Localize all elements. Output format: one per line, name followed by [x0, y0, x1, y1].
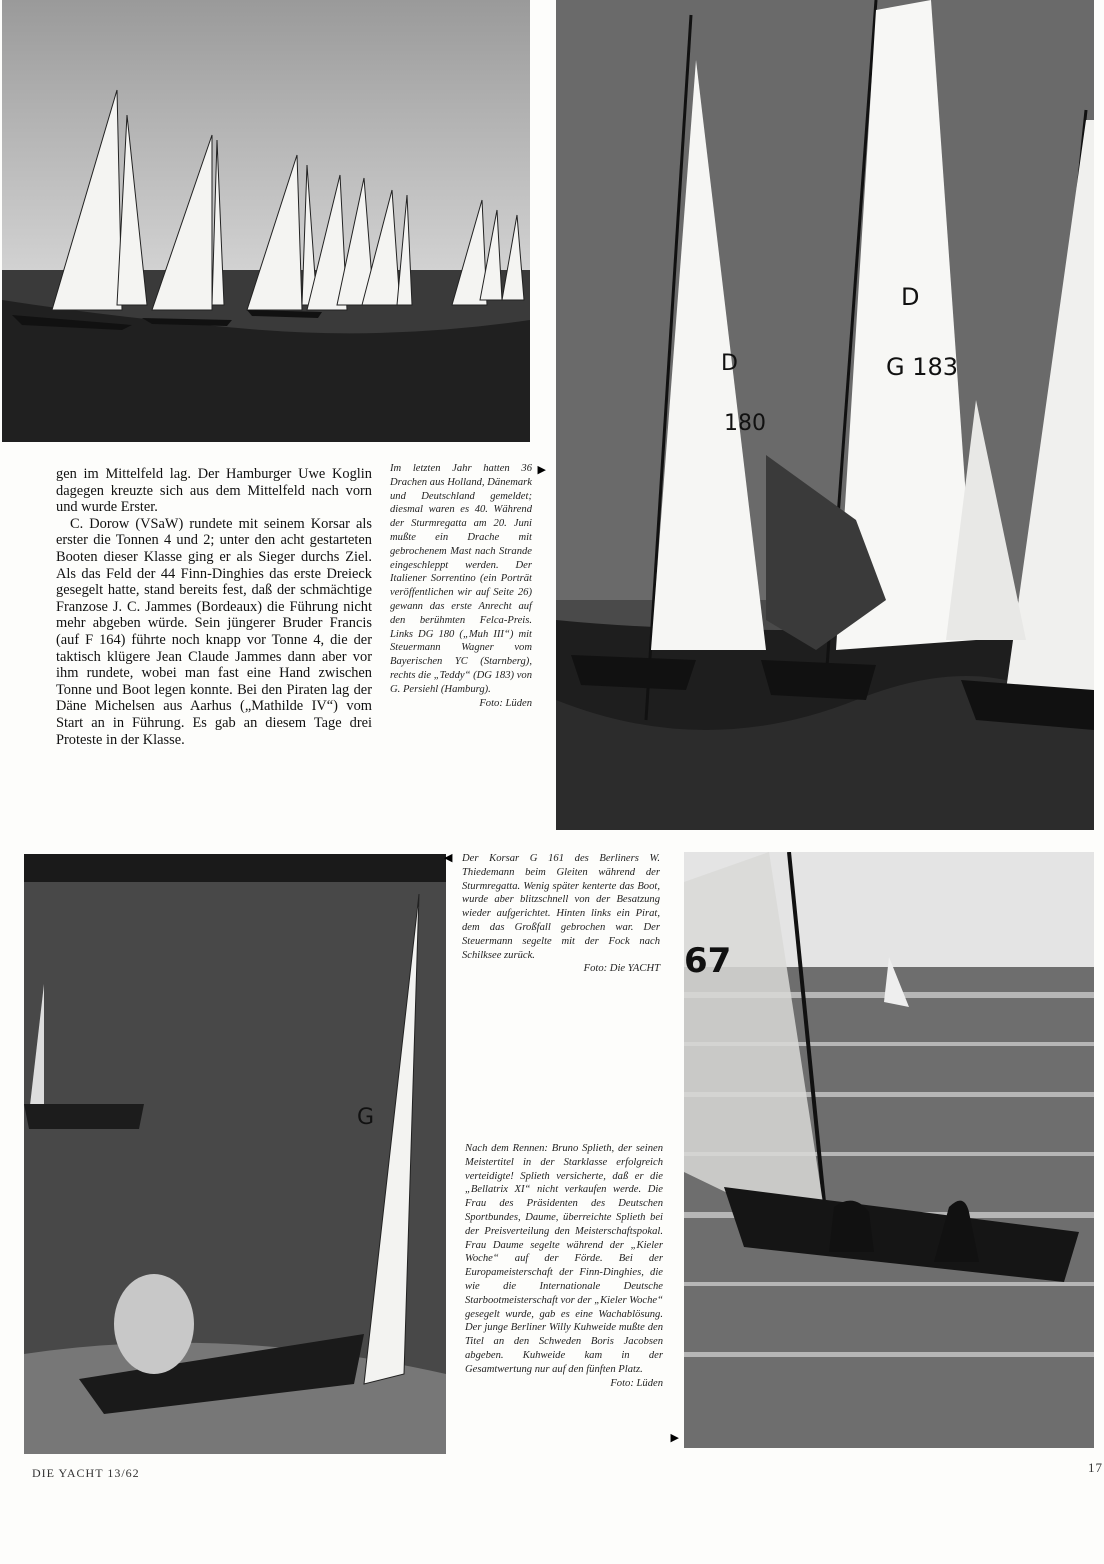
caption-dragons-credit: Foto: Lüden [479, 697, 532, 709]
caption-splieth [465, 1142, 679, 1444]
sail-label-d-2: D [901, 283, 920, 311]
photo-splieth-starboat [684, 852, 1094, 1448]
caption-dragons-text: Im letzten Jahr hatten 36 Drachen aus Holland, Dänemark und Deutschland gemeldet; diesmal waren es 40. Während der Sturmregatta am 20. Juni mußte ein Drache mit gebrochenem Mast nach Strande eingeschleppt werden. Der Italiener Sorrentino (ein Porträt veröffentlichen wir auf Seite 26) gewann das erste Anrecht auf den berühmten Felca-Preis. Links DG 180 („Muh III“) mit Steuermann Wagner vom Bayerischen YC (Starnberg), rechts die „Teddy“ (DG 183) von G. Persiehl (Hamburg). [390, 463, 532, 695]
article-paragraph-2: C. Dorow (VSaW) rundete mit seinem Korsar als erster die Tonnen 4 und 2; unter den acht gestarteten Booten dieser Klasse ging er als Sieger durchs Ziel. Als das Feld der 44 Finn-Dinghies das erste Dreieck gesegelt hatte, stand bereits fest, daß der schmächtige Franzose J. C. Jammes (Bordeaux) die Führung nicht mehr abgeben würde. Sein jüngerer Bruder Francis (auf F 164) führte noch knapp vor Tonne 4, die der taktisch klügere Jean Claude Jammes dann aber vor ihm rundete, wobei man fast eine Hand zwischen Tonne und Boot legen konnte. Bei den Piraten lag der Däne Michelsen aus Aarhus („Mathilde IV“) vom Start an in Führung. Es gab an diesem Tage drei Proteste in der Klasse. [56, 515, 372, 748]
sail-number-g183: G 183 [886, 353, 959, 381]
sail-number-67: 67 [684, 941, 732, 981]
arrow-right-icon: ▶ [537, 464, 546, 476]
sail-number-180: 180 [724, 411, 766, 436]
caption-korsar [444, 852, 660, 976]
sail-label-g: G [357, 1105, 375, 1130]
caption-splieth-credit: Foto: Lüden [610, 1377, 663, 1389]
caption-splieth-text: Nach dem Rennen: Bruno Splieth, der seinen Meistertitel in der Starklasse erfolgreich verteidigte! Splieth versicherte, daß er die „Bellatrix XI“ nicht verkaufen werde. Die Frau des Präsidenten des Deutschen Sportbundes, Daume, überreichte Splieth bei der Preisverteilung den Meisterschaftspokal. Frau Daume segelte während der „Kieler Woche“ auf der Förde. Bei der Europameisterschaft der Finn-Dinghies, die wie die Internationale Deutsche Starbootmeisterschaft vor der „Kieler Woche“ gesegelt wurde, gab es eine Wachablösung. Der junge Berliner Willy Kuhweide mußte den Titel an den Schweden Boris Jacobsen abgeben. Kuhweide kam in der Gesamtwertung nur auf den fünften Platz. [465, 1143, 663, 1375]
photo-korsar-g161 [24, 854, 446, 1454]
sail-label-d-1: D [721, 351, 738, 376]
page-number: 17 [1088, 1460, 1103, 1475]
caption-korsar-credit: Foto: Die YACHT [583, 963, 660, 975]
article-text [56, 466, 372, 748]
caption-dragons [390, 462, 546, 710]
photo-dragons-dg180-dg183 [556, 0, 1094, 830]
arrow-left-icon: ◀ [444, 852, 453, 864]
magazine-footer: DIE YACHT 13/62 [32, 1466, 140, 1480]
photo-dragon-fleet [2, 0, 530, 442]
article-paragraph-1: gen im Mittelfeld lag. Der Hamburger Uwe Koglin dagegen kreuzte sich aus dem Mittelfeld nach vorn und wurde Erster. [56, 466, 372, 516]
arrow-right-icon-2: ▶ [670, 1432, 679, 1444]
caption-korsar-text: Der Korsar G 161 des Berliners W. Thiedemann beim Gleiten während der Sturmregatta. Wenig später kenterte das Boot, wurde aber blitzschnell von der Besatzung wieder aufgerichtet. Hinten links ein Pirat, dem das Großfall gebrochen war. Der Steuermann segelte mit der Fock nach Schilksee zurück. [462, 853, 660, 961]
